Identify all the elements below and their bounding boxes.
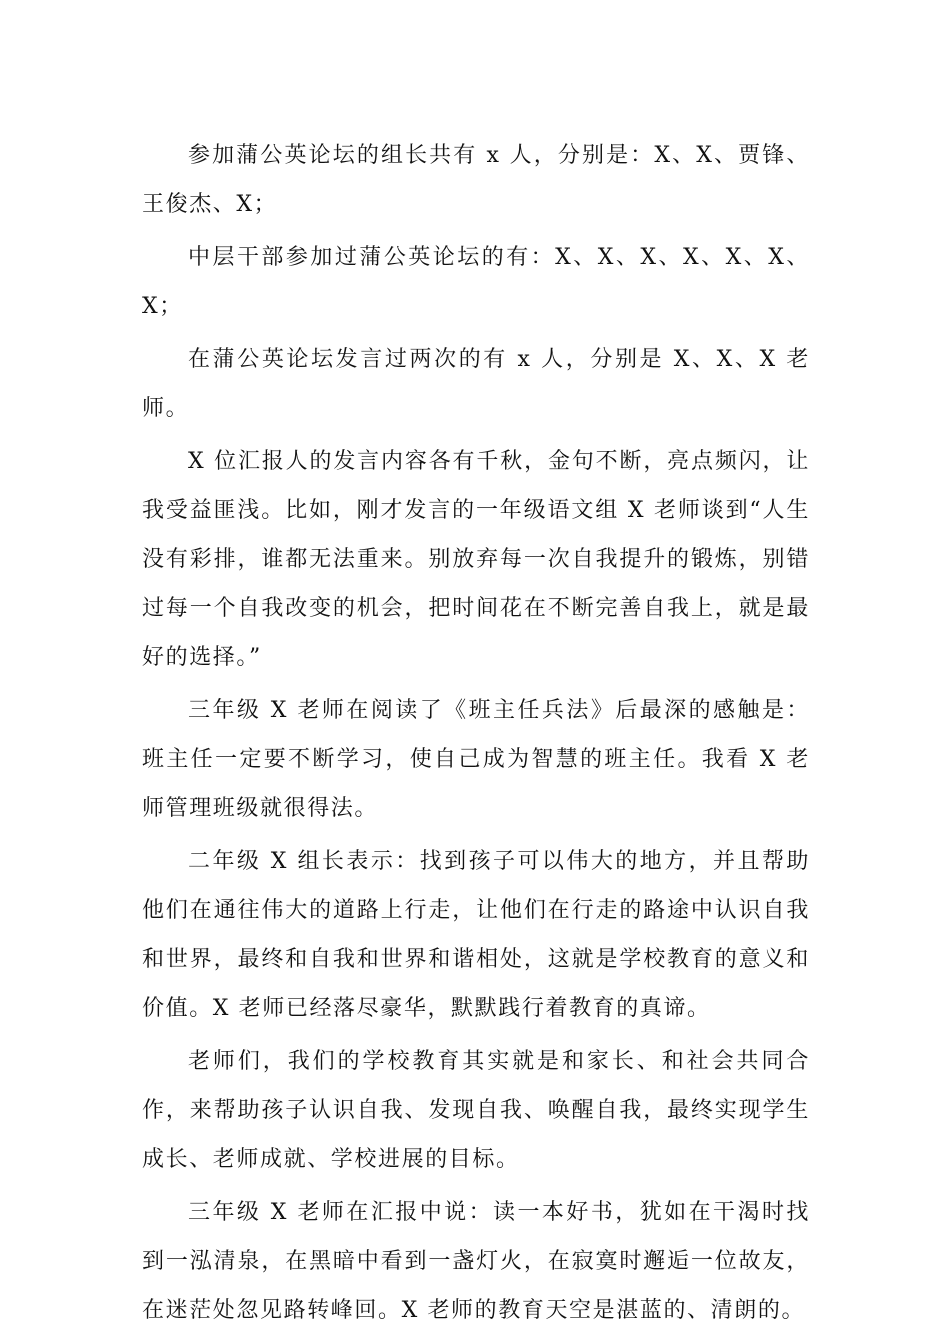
paragraph-grade3-head-teacher: 三年级 X 老师在阅读了《班主任兵法》后最深的感触是：班主任一定要不断学习，使自己成为智慧的班主任。我看 X 老师管理班级就很得法。 xyxy=(142,698,810,821)
paragraph-school-education: 老师们，我们的学校教育其实就是和家长、和社会共同合作，来帮助孩子认识自我、发现自我、唤醒自我，最终实现学生成长、老师成就、学校进展的目标。 xyxy=(142,1049,810,1172)
document-body xyxy=(142,131,810,1339)
paragraph-grade3-good-book: 三年级 X 老师在汇报中说：读一本好书，犹如在干渴时找到一泓清泉，在黑暗中看到一盏灯火，在寂寞时邂逅一位故友，在迷茫处忽见路转峰回。X 老师的教育天空是湛蓝的、清朗的。 xyxy=(142,1200,810,1323)
paragraph-middle-managers: 中层干部参加过蒲公英论坛的有：X、X、X、X、X、X、X； xyxy=(142,245,810,319)
paragraph-grade2-group-leader: 二年级 X 组长表示：找到孩子可以伟大的地方，并且帮助他们在通往伟大的道路上行走，让他们在行走的路途中认识自我和世界，最终和自我和世界和谐相处，这就是学校教育的意义和价值。X 老师已经落尽豪华，默默践行着教育的真谛。 xyxy=(142,849,810,1021)
paragraph-forum-group-leaders: 参加蒲公英论坛的组长共有 x 人，分别是：X、X、贾锋、王俊杰、X； xyxy=(142,143,810,217)
paragraph-reporter-highlights: X 位汇报人的发言内容各有千秋，金句不断，亮点频闪，让我受益匪浅。比如，刚才发言的一年级语文组 X 老师谈到“人生没有彩排，谁都无法重来。别放弃每一次自我提升的锻炼，别错过每一个自我改变的机会，把时间花在不断完善自我上，就是最好的选择。” xyxy=(142,449,810,670)
paragraph-twice-speakers: 在蒲公英论坛发言过两次的有 x 人，分别是 X、X、X 老师。 xyxy=(142,347,810,421)
